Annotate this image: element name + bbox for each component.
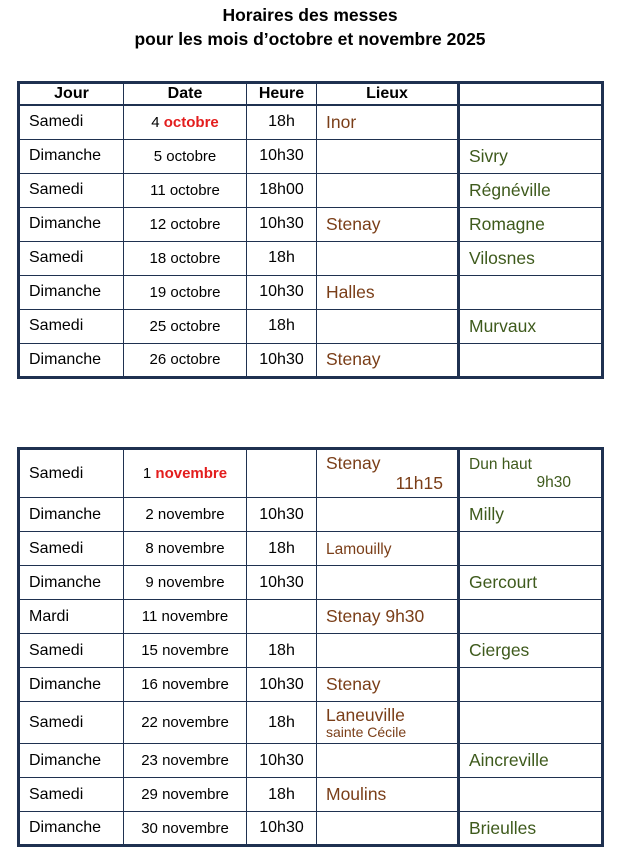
october-schedule-table (17, 81, 604, 379)
date-day: 25 (149, 317, 167, 335)
cell-jour: Mardi (19, 600, 124, 634)
lieu-primary-name: Stenay (326, 213, 381, 234)
cell-heure: 10h30 (247, 343, 317, 377)
date-month: novembre (157, 540, 225, 557)
date-day: 11 (150, 181, 166, 199)
cell-heure: 10h30 (247, 139, 317, 173)
cell-date (124, 702, 247, 744)
lieu-primary-name: Stenay 9h30 (326, 606, 425, 626)
cell-lieu-primary (317, 207, 459, 241)
cell-lieu-secondary (459, 778, 603, 812)
header-heure: Heure (247, 83, 317, 106)
cell-lieu-secondary (459, 241, 603, 275)
table-row (19, 634, 603, 668)
cell-lieu-primary (317, 702, 459, 744)
date-month: octobre (170, 215, 221, 233)
cell-date (124, 532, 247, 566)
cell-jour: Dimanche (19, 207, 124, 241)
cell-lieu-secondary (459, 309, 603, 343)
date-day: 12 (149, 215, 167, 233)
cell-lieu-secondary (459, 275, 603, 309)
cell-lieu-secondary (459, 532, 603, 566)
cell-lieu-secondary (459, 105, 603, 139)
lieu-secondary-name: Sivry (469, 145, 508, 166)
header-lieux: Lieux (317, 83, 459, 106)
cell-heure: 10h30 (247, 812, 317, 846)
cell-lieu-secondary (459, 139, 603, 173)
lieu-primary-name: Stenay (326, 453, 381, 473)
cell-lieu-secondary (459, 812, 603, 846)
date-month: octobre (163, 113, 219, 131)
table-row (19, 600, 603, 634)
cell-heure: 18h (247, 634, 317, 668)
cell-jour: Samedi (19, 634, 124, 668)
cell-lieu-primary (317, 812, 459, 846)
date-month: novembre (155, 465, 228, 482)
cell-heure: 18h (247, 778, 317, 812)
cell-date (124, 812, 247, 846)
cell-jour: Dimanche (19, 275, 124, 309)
cell-lieu-secondary (459, 498, 603, 532)
cell-heure: 18h (247, 532, 317, 566)
cell-lieu-primary (317, 668, 459, 702)
cell-jour: Dimanche (19, 139, 124, 173)
date-day: 23 (141, 752, 158, 769)
cell-heure: 10h30 (247, 744, 317, 778)
title-line-1: Horaires des messes (222, 5, 398, 25)
date-month: novembre (162, 752, 229, 769)
table-row (19, 668, 603, 702)
cell-jour: Dimanche (19, 812, 124, 846)
table-row (19, 275, 603, 309)
table-row (19, 812, 603, 846)
cell-date (124, 668, 247, 702)
cell-lieu-secondary (459, 207, 603, 241)
cell-date (124, 105, 247, 139)
cell-lieu-primary (317, 241, 459, 275)
november-rows (19, 449, 603, 846)
lieu-secondary-name: Romagne (469, 213, 545, 234)
cell-lieu-primary (317, 449, 459, 498)
cell-lieu-secondary (459, 668, 603, 702)
cell-date (124, 241, 247, 275)
lieu-primary-name: Stenay (326, 674, 381, 694)
lieu-secondary-name: Murvaux (469, 315, 537, 336)
cell-heure: 10h30 (247, 275, 317, 309)
date-day: 9 (145, 574, 154, 591)
cell-heure (247, 449, 317, 498)
cell-date (124, 778, 247, 812)
cell-heure: 10h30 (247, 498, 317, 532)
table-row (19, 173, 603, 207)
cell-date (124, 600, 247, 634)
lieu-primary-name: Lamouilly (326, 541, 392, 558)
cell-jour: Samedi (19, 532, 124, 566)
cell-jour: Samedi (19, 173, 124, 207)
date-month: novembre (162, 676, 229, 693)
table-row (19, 105, 603, 139)
cell-jour: Samedi (19, 702, 124, 744)
cell-lieu-secondary (459, 173, 603, 207)
cell-lieu-primary (317, 173, 459, 207)
table-row (19, 241, 603, 275)
november-schedule-table (17, 447, 604, 847)
cell-heure: 18h (247, 241, 317, 275)
cell-date (124, 566, 247, 600)
cell-lieu-secondary (459, 343, 603, 377)
cell-lieu-primary (317, 139, 459, 173)
cell-lieu-primary (317, 498, 459, 532)
date-day: 15 (141, 642, 158, 659)
date-day: 5 (153, 147, 163, 165)
cell-lieu-primary (317, 105, 459, 139)
date-day: 8 (145, 540, 154, 557)
cell-lieu-primary (317, 778, 459, 812)
table-row (19, 702, 603, 744)
cell-date (124, 498, 247, 532)
date-month: novembre (157, 506, 225, 523)
page-title (0, 3, 620, 51)
date-month: novembre (162, 786, 229, 803)
lieu-secondary-time: 9h30 (536, 473, 571, 491)
cell-lieu-secondary (459, 566, 603, 600)
cell-jour: Samedi (19, 241, 124, 275)
table-row (19, 207, 603, 241)
cell-heure: 18h (247, 309, 317, 343)
date-day: 16 (141, 676, 158, 693)
table-row (19, 309, 603, 343)
lieu-primary-name: Inor (326, 111, 357, 132)
date-month: octobre (170, 351, 221, 368)
cell-lieu-primary (317, 744, 459, 778)
table-row (19, 532, 603, 566)
cell-lieu-secondary (459, 449, 603, 498)
cell-jour: Samedi (19, 105, 124, 139)
date-month: novembre (157, 574, 225, 591)
lieu-primary-sub: sainte Cécile (326, 723, 407, 740)
header-date: Date (124, 83, 247, 106)
cell-heure: 18h (247, 105, 317, 139)
cell-date (124, 139, 247, 173)
october-rows (19, 105, 603, 377)
lieu-secondary-name: Cierges (469, 640, 530, 660)
cell-lieu-primary (317, 600, 459, 634)
lieu-primary-name: Laneuville (326, 704, 405, 725)
date-day: 1 (142, 465, 152, 482)
cell-jour: Dimanche (19, 343, 124, 377)
date-month: octobre (169, 181, 220, 199)
table-row (19, 778, 603, 812)
cell-heure: 10h30 (247, 566, 317, 600)
cell-date (124, 343, 247, 377)
date-day: 4 (151, 113, 160, 131)
header-extra (459, 83, 603, 106)
lieu-secondary-name: Milly (469, 504, 504, 524)
lieu-secondary-name: Brieulles (469, 817, 537, 838)
cell-date (124, 449, 247, 498)
cell-lieu-primary (317, 309, 459, 343)
header-jour: Jour (19, 83, 124, 106)
title-line-2: pour les mois d’octobre et novembre 2025 (134, 29, 486, 49)
date-day: 2 (145, 506, 154, 523)
date-month: octobre (166, 147, 217, 165)
lieu-primary-name: Stenay (326, 349, 381, 369)
cell-jour: Dimanche (19, 744, 124, 778)
date-day: 18 (149, 249, 167, 267)
cell-date (124, 634, 247, 668)
cell-lieu-secondary (459, 634, 603, 668)
lieu-primary-name: Halles (326, 281, 375, 302)
date-month: novembre (161, 608, 229, 625)
cell-jour: Samedi (19, 778, 124, 812)
cell-lieu-primary (317, 532, 459, 566)
date-day: 30 (141, 819, 158, 837)
cell-lieu-secondary (459, 744, 603, 778)
cell-jour: Samedi (19, 449, 124, 498)
cell-lieu-secondary (459, 600, 603, 634)
date-day: 22 (141, 714, 158, 731)
cell-date (124, 744, 247, 778)
cell-heure (247, 600, 317, 634)
cell-jour: Dimanche (19, 498, 124, 532)
date-month: octobre (170, 249, 221, 267)
table-row (19, 566, 603, 600)
date-month: octobre (170, 283, 221, 301)
cell-lieu-primary (317, 275, 459, 309)
lieu-secondary-name: Dun haut (469, 455, 532, 473)
date-month: novembre (162, 714, 229, 731)
table-header-row (19, 83, 603, 106)
cell-jour: Dimanche (19, 566, 124, 600)
date-day: 29 (141, 786, 158, 803)
cell-jour: Dimanche (19, 668, 124, 702)
table-row (19, 744, 603, 778)
cell-heure: 18h00 (247, 173, 317, 207)
date-day: 11 (141, 608, 158, 625)
lieu-secondary-name: Gercourt (469, 572, 538, 592)
date-month: novembre (162, 642, 229, 659)
table-row (19, 449, 603, 498)
date-day: 19 (149, 283, 167, 301)
cell-jour: Samedi (19, 309, 124, 343)
cell-lieu-secondary (459, 702, 603, 744)
cell-heure: 10h30 (247, 668, 317, 702)
lieu-primary-name: Moulins (326, 784, 387, 804)
cell-heure: 18h (247, 702, 317, 744)
lieu-secondary-name: Aincreville (469, 750, 549, 770)
cell-date (124, 309, 247, 343)
lieu-secondary-name: Régnéville (469, 179, 551, 200)
date-month: novembre (162, 819, 229, 837)
cell-date (124, 207, 247, 241)
date-day: 26 (149, 351, 167, 368)
cell-date (124, 173, 247, 207)
lieu-primary-time: 11h15 (395, 473, 443, 493)
cell-date (124, 275, 247, 309)
cell-heure: 10h30 (247, 207, 317, 241)
cell-lieu-primary (317, 343, 459, 377)
lieu-secondary-name: Vilosnes (469, 247, 535, 268)
table-row (19, 139, 603, 173)
cell-lieu-primary (317, 566, 459, 600)
date-month: octobre (170, 317, 221, 335)
table-row (19, 343, 603, 377)
table-row (19, 498, 603, 532)
cell-lieu-primary (317, 634, 459, 668)
